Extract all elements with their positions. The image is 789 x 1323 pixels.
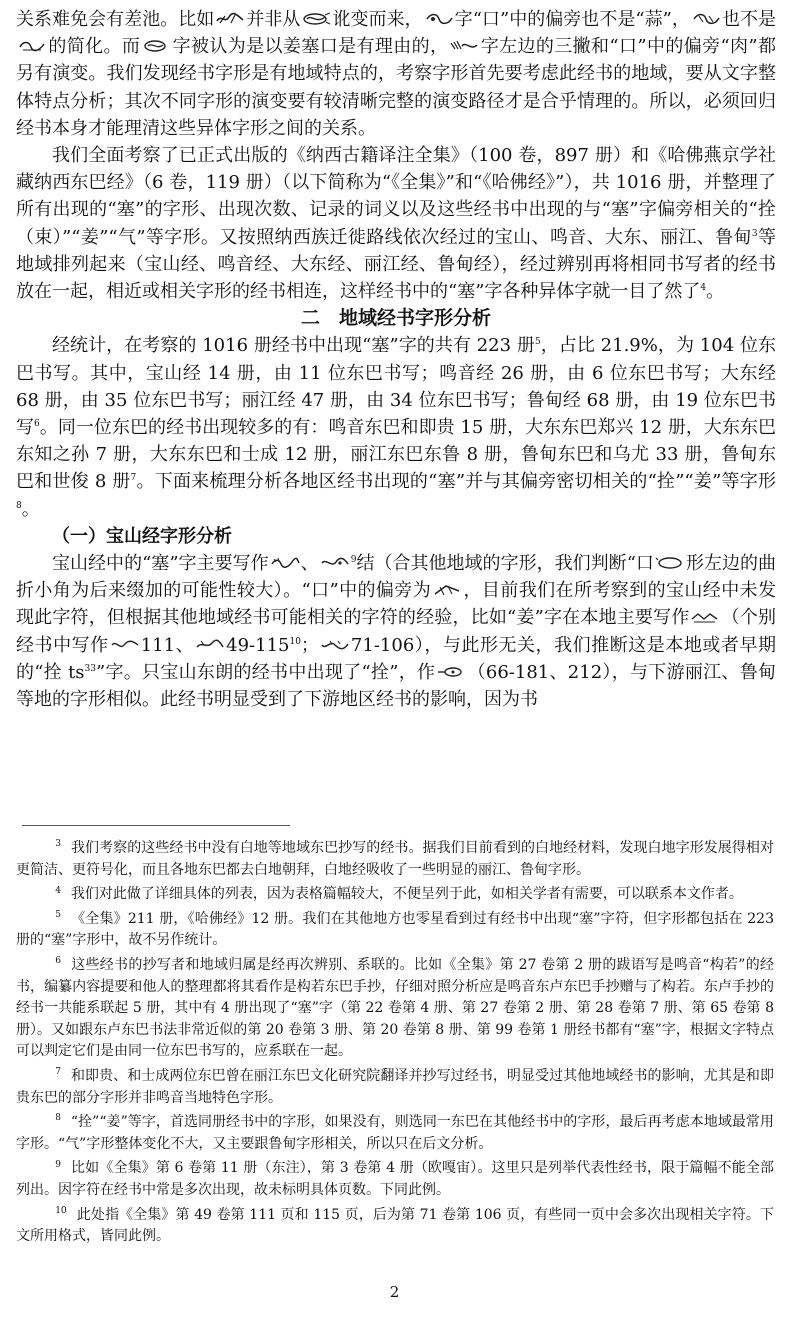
dongba-glyph-icon xyxy=(691,12,721,26)
footnote-ref[interactable]: 4 xyxy=(700,283,707,294)
footnote-divider xyxy=(22,825,290,826)
footnotes xyxy=(16,838,774,1251)
dongba-glyph-icon xyxy=(215,12,245,26)
subsection-heading: （一）宝山经字形分析 xyxy=(52,525,232,547)
dongba-glyph-icon xyxy=(655,556,685,570)
main-text xyxy=(16,6,776,713)
dongba-glyph-icon xyxy=(449,39,479,53)
dongba-glyph-icon xyxy=(690,610,720,624)
footnote: $^6$ 这些经书的抄写者和地域归属是经再次辨别、系联的。比如《全集》第 27 卷第 2 册的跋语写是鸣音“构若”的经书，编纂内容提要和他人的整理都将其看作是构若东巴手抄，仔细对照分析应是鸣音东卢东巴手抄赠与了构若。东卢手抄的经书一共能系联起 5 册，其中有 4 册出现了“塞”字（第 22 卷第 4 册、第 27 卷第 2 册、第 28 卷第 7 册、第 65 卷第 8 册）。又如跟东卢东巴书法非常近似的第 20 卷第 3 册、第 20 卷第 8 册、第 99 卷第 1 册经书都有“塞”字，根据文字特点可以判定它们是由同一位东巴书写的，应系联在一起。 xyxy=(16,956,774,1060)
dongba-glyph-icon xyxy=(110,638,140,652)
footnote: $^8$ “拴”“姜”等字，首选同册经书中的字形，如果没有，则选同一东巴在其他经书中的字形，最后再考虑本地域最常用字形。“气”字形整体变化不大，又主要跟鲁甸字形相关，所以只在后文分析。 xyxy=(16,1113,774,1152)
dongba-glyph-icon xyxy=(424,12,454,26)
paragraph-3: 经统计，在考察的 1016 册经书中出现“塞”字的共有 223 册$^5$，占比 21.9%，为 104 位东巴书写。其中，宝山经 14 册，由 11 位东巴书写；鸣音经 26 册，由 6 位东巴书写；大东经 68 册，由 35 位东巴书写；丽江经 47 册，由 34 位东巴书写；鲁甸经 68 册，由 19 位东巴书写$^6$。同一位东巴的经书出现较多的有：鸣音东巴和即贵 15 册，大东东巴郑兴 12 册，大东东巴东知之孙 7 册，大东东巴和士成 12 册，丽江东巴东鲁 8 册，鲁甸东巴和乌尤 33 册，鲁甸东巴和世俊 8 册$^7$。下面来梳理分析各地区经书出现的“塞”并与其偏旁密切相关的“拴”“姜”等字形$^8$。 xyxy=(16,335,776,520)
paragraph-4: 宝山经中的“塞”字主要写作 、 $^9$结（合其他地域的字形，我们判断“口 形左边的曲折小角为后来缀加的可能性较大）。“口”中的偏旁为 ，目前我们在所考察到的宝山经中未发现此字符，但根据其他地域经书可能相关的字符的经验，比如“姜”字在本地主要写作 （个别经书中写作 111、 $49-115^{10}$； 71-106），与此形无关，我们推断这是本地或者早期的“拴 $ts^{33}$”字。只宝山东朗的经书中出现了“拴”，作 （66-181、212），与下游丽江、鲁甸等地的字形相似。此经书明显受到了下游地区经书的影响，因为书 xyxy=(16,553,777,711)
footnote-ref[interactable]: 6 xyxy=(34,419,40,430)
dongba-glyph-icon xyxy=(195,638,225,652)
footnote: $^3$ 我们考察的这些经书中没有白地等地域东巴抄写的经书。据我们目前看到的白地经材料，发现白地字形发展得相对更简洁、更符号化，而且各地东巴都去白地朝拜，白地经吸收了一些明显的丽江、鲁甸字形。 xyxy=(16,839,774,878)
footnote-ref[interactable]: 7 xyxy=(130,473,137,484)
footnote-ref[interactable]: 8 xyxy=(16,500,22,511)
dongba-glyph-icon xyxy=(141,39,171,53)
dongba-glyph-icon xyxy=(17,39,47,53)
footnote-ref[interactable]: 3 xyxy=(751,228,758,239)
paragraph-1: 关系难免会有差池。比如 并非从 讹变而来， 字“口”中的偏旁也不是“蒜”， 也不是 的简化。而 字被认为是以姜塞口是有理由的， 字左边的三撇和“口”中的偏旁“肉”都另有演变。我们发现经书字形是有地域特点的，考察字形首先要考虑此经书的地域，要从文字整体特点分析；其次不同字形的演变要有较清晰完整的演变路径才是合乎情理的。所以，必须回归经书本身才能理清这些异体字形之间的关系。 xyxy=(16,9,777,139)
dongba-glyph-icon xyxy=(320,556,350,570)
footnote-ref[interactable]: 5 xyxy=(534,337,541,348)
footnote: $^{10}$ 此处指《全集》第 49 卷第 111 页和 115 页，后为第 71 卷第 106 页，有些同一页中会多次出现相关字符。下文所用格式，皆同此例。 xyxy=(16,1205,774,1245)
footnote-ref[interactable]: 9 xyxy=(350,555,357,566)
dongba-glyph-icon xyxy=(270,556,300,570)
footnote: $^5$ 《全集》211 册，《哈佛经》12 册。我们在其他地方也零星看到过有经书中出现“塞”字符，但字形都包括在 223 册的“塞”字形中，故不另作统计。 xyxy=(16,910,774,949)
section-heading: 二 地域经书字形分析 xyxy=(300,307,491,330)
dongba-glyph-icon xyxy=(301,12,331,26)
page-number: 2 xyxy=(389,1283,400,1301)
footnote: $^7$ 和即贵、和士成两位东巴曾在丽江东巴文化研究院翻译并抄写过经书，明显受过其他地域经书的影响，尤其是和即贵东巴的部分字形并非鸣音当地特色字形。 xyxy=(16,1067,774,1106)
footnote-ref[interactable]: 10 xyxy=(289,636,301,647)
dongba-glyph-icon xyxy=(432,583,462,597)
footnote: $^4$ 我们对此做了详细具体的列表，因为表格篇幅较大，不便呈列于此，如相关学者有需要，可以联系本文作者。 xyxy=(55,885,743,903)
footnote: $^9$ 比如《全集》第 6 卷第 11 册（东注），第 3 卷第 4 册（欧嘎宙）。这里只是列举代表性经书，限于篇幅不能全部列出。因字符在经书中常是多次出现，故未标明具体页数。下同此例。 xyxy=(16,1159,774,1198)
dongba-glyph-icon xyxy=(320,638,350,652)
paragraph-2: 我们全面考察了已正式出版的《纳西古籍译注全集》（100 卷，897 册）和《哈佛燕京学社藏纳西东巴经》（6 卷，119 册）（以下简称为“《全集》”和“《哈佛经》”），共 1016 册，并整理了所有出现的“塞”的字形、出现次数、记录的词义以及这些经书中出现的与“塞”字偏旁相关的“拴（束）”“姜”“气”等字形。又按照纳西族迁徙路线依次经过的宝山、鸣音、大东、丽江、鲁甸$^3$等地域排列起来（宝山经、鸣音经、大东经、丽江经、鲁甸经），经过辨别再将相同书写者的经书放在一起，相近或相关字形的经书相连，这样经书中的“塞”字各种异体字就一目了然了$^4$。 xyxy=(16,145,777,303)
dongba-glyph-icon xyxy=(436,665,466,679)
